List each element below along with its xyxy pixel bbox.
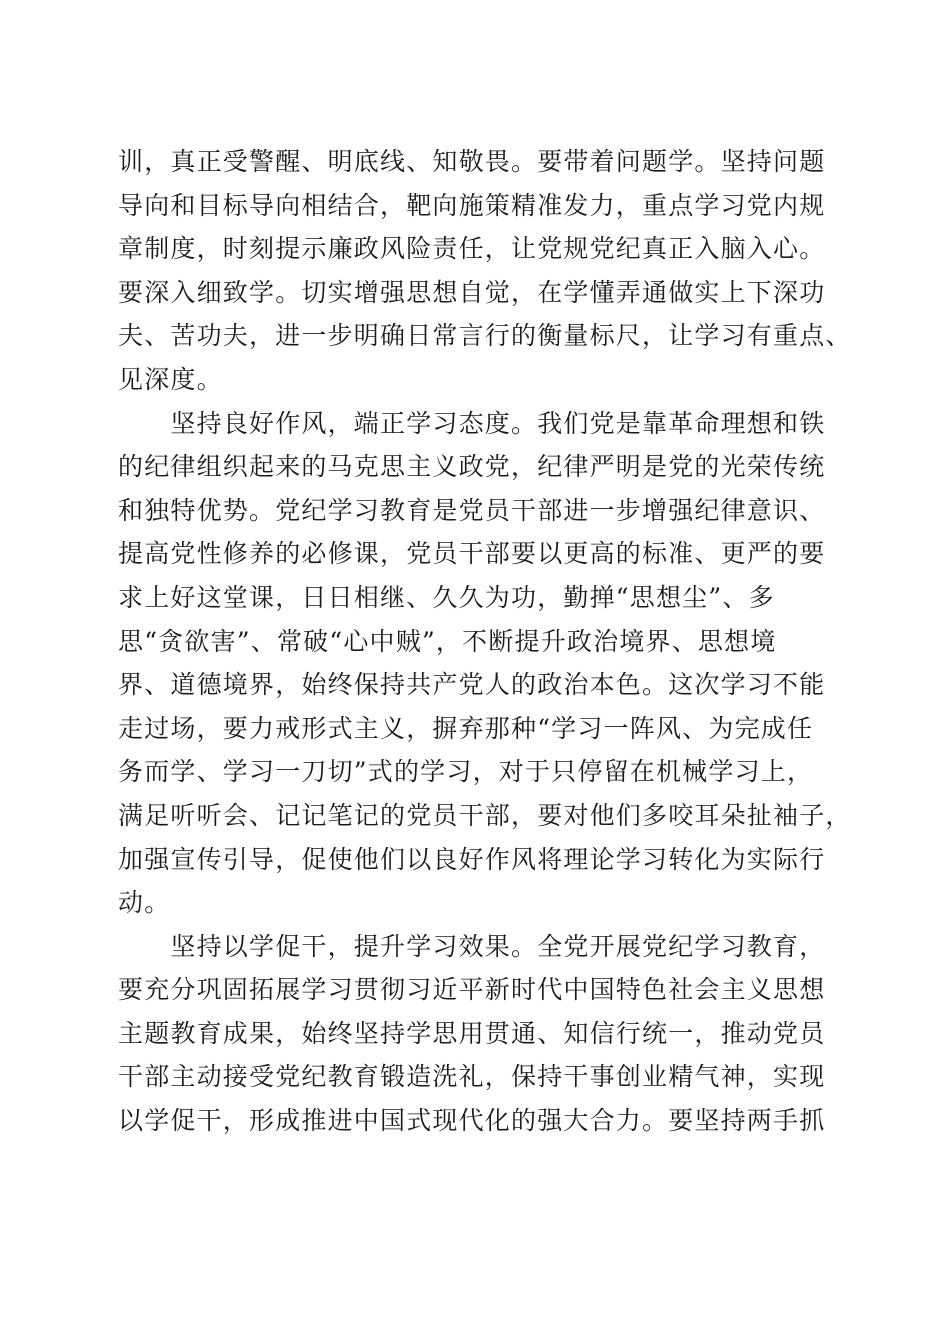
text-line: 要充分巩固拓展学习贯彻习近平新时代中国特色社会主义思想 — [118, 975, 826, 1005]
text-line: 坚持良好作风，端正学习态度。我们党是靠革命理想和铁 — [118, 408, 826, 438]
text-line: 训，真正受警醒、明底线、知敬畏。要带着问题学。坚持问题 — [118, 147, 826, 176]
text-line: 以学促干，形成推进中国式现代化的强大合力。要坚持两手抓 — [118, 1106, 826, 1136]
text-line: 主题教育成果，始终坚持学思用贯通、知信行统一，推动党员 — [118, 1018, 826, 1048]
text-line: 务而学、学习一刀切”式的学习，对于只停留在机械学习上， — [118, 757, 814, 787]
text-line: 要深入细致学。切实增强思想自觉，在学懂弄通做实上下深功 — [118, 277, 826, 307]
text-line: 加强宣传引导，促使他们以良好作风将理论学习转化为实际行 — [118, 844, 826, 874]
text-line: 思“贪欲害”、常破“心中贼”，不断提升政治境界、思想境 — [118, 626, 777, 656]
text-line: 见深度。 — [118, 364, 223, 394]
text-line: 和独特优势。党纪学习教育是党员干部进一步增强纪律意识、 — [118, 495, 826, 525]
text-line: 走过场，要力戒形式主义，摒弃那种“学习一阵风、为完成任 — [118, 713, 814, 743]
text-line: 满足听听会、记记笔记的党员干部，要对他们多咬耳朵扯袖子， — [118, 800, 852, 830]
text-line: 夫、苦功夫，进一步明确日常言行的衡量标尺，让学习有重点、 — [118, 321, 852, 351]
text-line: 的纪律组织起来的马克思主义政党，纪律严明是党的光荣传统 — [118, 452, 826, 482]
text-line: 动。 — [118, 888, 171, 918]
text-line: 求上好这堂课，日日相继、久久为功，勤掸“思想尘”、多 — [118, 582, 775, 612]
body-text — [118, 140, 852, 1143]
text-line: 章制度，时刻提示廉政风险责任，让党规党纪真正入脑入心。 — [118, 234, 826, 264]
text-line: 界、道德境界，始终保持共产党人的政治本色。这次学习不能 — [118, 670, 826, 700]
text-line: 导向和目标导向相结合，靶向施策精准发力，重点学习党内规 — [118, 190, 826, 220]
text-line: 坚持以学促干，提升学习效果。全党开展党纪学习教育， — [118, 931, 826, 961]
text-line: 干部主动接受党纪教育锻造洗礼，保持干事创业精气神，实现 — [118, 1062, 826, 1092]
text-line: 提高党性修养的必修课，党员干部要以更高的标准、更严的要 — [118, 539, 826, 569]
